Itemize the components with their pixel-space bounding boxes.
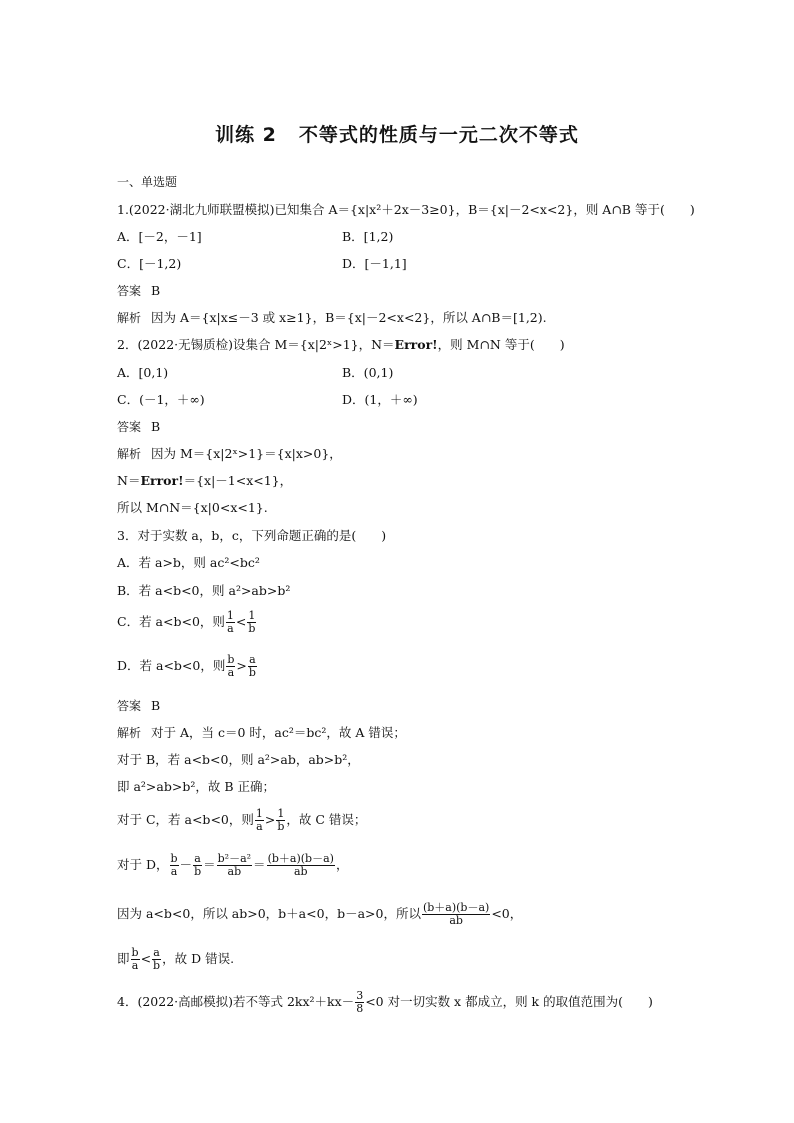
q1-option-d: D．[－1,1] [342, 256, 407, 271]
q2-analysis-2 [117, 473, 292, 489]
analysis-text: 因为 M＝{x|2ˣ>1}＝{x|x>0}， [151, 446, 342, 461]
error-text: Error! [140, 473, 184, 488]
fraction: $\frac{(b+a)(b-a)}{ab}$ [422, 901, 490, 927]
q2-option-d: D．(1，＋∞) [342, 392, 418, 407]
q3-analysis-3: 即 a²>ab>b²，故 B 正确； [117, 779, 275, 794]
analysis-label: 解析 [117, 311, 142, 325]
q3-analysis-4: 对于 C，若 a<b<0，则 $\frac{1}{a}$ > $\frac{1}{b}$ ，故 C 错误； [117, 807, 367, 833]
title-text: 不等式的性质与一元二次不等式 [298, 124, 579, 146]
error-text: Error! [394, 337, 438, 352]
q1-option-b: B．[1,2) [342, 229, 394, 244]
fraction: $\frac{(b+a)(b-a)}{ab}$ [267, 852, 334, 878]
analysis-text: 因为 A＝{x|x≤－3 或 x≥1}，B＝{x|－2<x<2}，所以 A∩B＝[1,2). [151, 310, 547, 325]
answer-label: 答案 [117, 699, 142, 713]
q1-stem: 1.(2022·湖北九师联盟模拟)已知集合 A＝{x|x²＋2x－3≥0}，B＝{x|－2<x<2}，则 A∩B 等于( ) [117, 202, 695, 217]
q3-stem: 3．对于实数 a，b，c，下列命题正确的是( ) [117, 528, 387, 543]
analysis-text: ＝{x|－1<x<1}， [183, 473, 293, 488]
q2-option-a: A．[0,1) [117, 365, 169, 380]
fraction: $\frac{a}{b}$ [194, 852, 202, 878]
analysis-text: 对于 A，当 c＝0 时，ac²＝bc²，故 A 错误； [151, 725, 406, 740]
q1-answer [117, 283, 160, 299]
answer-label: 答案 [117, 420, 142, 434]
q4-stem: 4．(2022·高邮模拟)若不等式 2kx²＋kx－ $\frac{3}{8}$ <0 对一切实数 x 都成立，则 k 的取值范围为( ) [117, 989, 653, 1015]
q2-stem [117, 337, 565, 353]
q3-option-a: A．若 a>b，则 ac²<bc² [117, 555, 260, 570]
stem-part: 2．(2022·无锡质检)设集合 M＝{x|2ˣ>1}，N＝ [117, 337, 395, 352]
fraction: $\frac{\text{b²－a²}}{ab}$ [217, 852, 252, 878]
q1-option-c: C．[－1,2) [117, 256, 182, 271]
q2-option-c: C．(－1，＋∞) [117, 392, 205, 407]
q3-analysis-1 [117, 725, 406, 741]
analysis-label: 解析 [117, 726, 142, 740]
fraction: $\frac{1}{a}$ [226, 609, 234, 635]
stem-part: ，则 M∩N 等于( ) [437, 337, 565, 352]
q2-option-b: B．(0,1) [342, 365, 394, 380]
option-text: D．若 a<b<0，则 [117, 658, 226, 673]
answer-value: B [151, 419, 161, 434]
answer-value: B [151, 283, 161, 298]
answer-value: B [151, 698, 161, 713]
fraction: $\frac{1}{b}$ [277, 807, 285, 833]
q1-analysis [117, 310, 547, 326]
q3-option-c: C．若 a<b<0，则 $\frac{1}{a}$ < $\frac{1}{b}$ [117, 609, 256, 635]
q3-analysis-5: 对于 D， $\frac{b}{a}$ － $\frac{a}{b}$ ＝ $\frac{\text{b²－a²}}{ab}$ ＝ $\frac{(b+a)(b-a)}{ab}$ ， [117, 852, 349, 878]
page-title [0, 120, 794, 147]
q1-option-a: A．[－2，－1] [117, 229, 202, 244]
q2-analysis-3: 所以 M∩N＝{x|0<x<1}. [117, 500, 268, 515]
fraction: $\frac{1}{b}$ [248, 609, 256, 635]
q3-analysis-2: 对于 B，若 a<b<0，则 a²>ab，ab>b²， [117, 752, 360, 767]
q3-answer [117, 698, 160, 714]
answer-label: 答案 [117, 284, 142, 298]
fraction: $\frac{a}{b}$ [153, 946, 161, 972]
q3-analysis-7: 即 $\frac{b}{a}$ < $\frac{a}{b}$ ，故 D 错误. [117, 946, 235, 972]
option-text: C．若 a<b<0，则 [117, 614, 225, 629]
fraction: $\frac{1}{a}$ [255, 807, 263, 833]
q2-analysis-1 [117, 446, 342, 462]
fraction: $\frac{a}{b}$ [248, 653, 256, 679]
q3-option-b: B．若 a<b<0，则 a²>ab>b² [117, 583, 291, 598]
analysis-label: 解析 [117, 447, 142, 461]
section-heading: 一、单选题 [117, 175, 178, 189]
analysis-text: N＝ [117, 473, 141, 488]
fraction: $\frac{b}{a}$ [227, 653, 235, 679]
q2-answer [117, 419, 160, 435]
fraction: $\frac{3}{8}$ [356, 989, 364, 1015]
fraction: $\frac{b}{a}$ [170, 852, 178, 878]
q3-analysis-6: 因为 a<b<0，所以 ab>0，b＋a<0，b－a>0，所以 $\frac{(b+a)(b-a)}{ab}$ <0， [117, 901, 523, 927]
q3-option-d: D．若 a<b<0，则 $\frac{b}{a}$ > $\frac{a}{b}$ [117, 653, 256, 679]
title-label: 训练 2 [215, 124, 277, 146]
fraction: $\frac{b}{a}$ [131, 946, 139, 972]
